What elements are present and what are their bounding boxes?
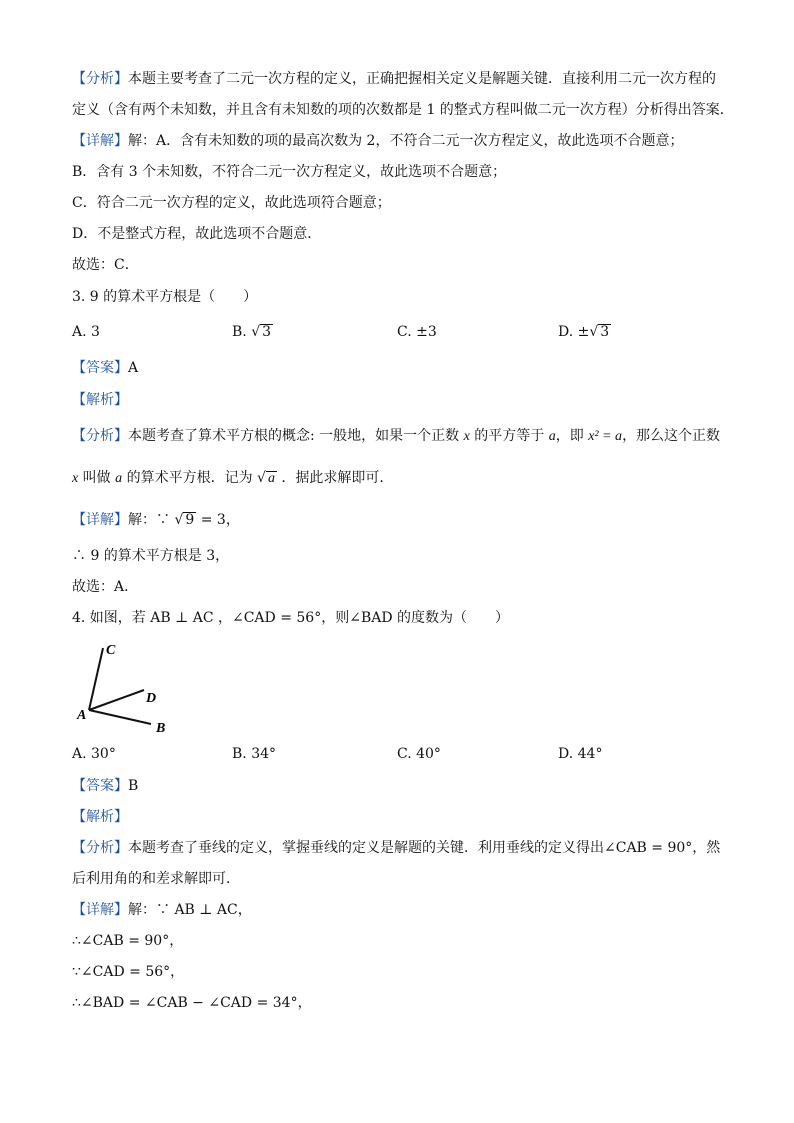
- radicand: 9: [185, 512, 195, 528]
- q3-jiexi-tag: 【解析】: [72, 392, 128, 408]
- analysis-tag: 【分析】: [72, 71, 128, 87]
- answer-tag: 【答案】: [72, 778, 128, 794]
- radicand: a: [267, 471, 275, 486]
- q2-detail-line-1: 【详解】解：A．含有未知数的项的最高次数为 2，不符合二元一次方程定义，故此选项不合题意；: [72, 133, 684, 149]
- radicand: 3: [600, 324, 610, 340]
- q3-answer-line: [72, 359, 138, 377]
- q4-jiexi-tag: 【解析】: [72, 809, 128, 825]
- angle-figure: [72, 636, 182, 736]
- q2-choose: 故选：C．: [72, 257, 139, 273]
- label-d: D: [146, 691, 157, 706]
- q3-detail-line-1: 【详解】解：∵ √ 9 = 3，: [72, 512, 240, 528]
- q2-detail-line-3: C．符合二元一次方程的定义，故此选项符合题意；: [72, 195, 391, 211]
- label-c: C: [106, 643, 116, 658]
- q4-option-a: A. 30°: [72, 746, 116, 762]
- q4-detail-line-3: ∵∠CAD = 56°，: [72, 964, 185, 980]
- q3-stem: 3. 9 的算术平方根是（ ）: [72, 289, 258, 305]
- q3-option-d: D. ±√ 3: [558, 324, 610, 340]
- detail-tag: 【详解】: [72, 902, 128, 918]
- label-a: A: [77, 708, 87, 723]
- q4-analysis-line-2: 后利用角的和差求解即可．: [72, 871, 240, 887]
- answer-tag: 【答案】: [72, 360, 128, 376]
- q3-option-b: B. √ 3: [232, 324, 272, 340]
- q3-option-a: A. 3: [72, 324, 100, 340]
- q3-analysis-line-1: 【分析】本题考查了算术平方根的概念: 一般地，如果一个正数 x 的平方等于 a，即 x² = a，那么这个正数: [72, 428, 721, 444]
- ray-ac: [89, 648, 103, 710]
- q4-answer-line: [72, 777, 138, 795]
- label-b: B: [156, 721, 166, 736]
- equation: x² = a: [588, 429, 623, 444]
- q4-detail-line-4: ∴∠BAD = ∠CAB − ∠CAD = 34°，: [72, 995, 312, 1011]
- answer: A: [128, 360, 139, 376]
- radicand: 3: [262, 324, 272, 340]
- detail-tag: 【详解】: [72, 512, 128, 528]
- q4-analysis-line-1: 【分析】本题考查了垂线的定义，掌握垂线的定义是解题的关键．利用垂线的定义得出∠CAB = 90°，然: [72, 840, 721, 856]
- ray-ad: [89, 690, 144, 710]
- q3-detail-line-2: ∴ 9 的算术平方根是 3，: [72, 548, 230, 564]
- q4-detail-line-2: ∴∠CAB = 90°，: [72, 933, 184, 949]
- q2-detail-line-4: D．不是整式方程，故此选项不合题意．: [72, 226, 322, 242]
- q4-option-c: C. 40°: [397, 746, 441, 762]
- analysis-tag: 【分析】: [72, 428, 128, 444]
- analysis-tag: 【分析】: [72, 840, 128, 856]
- q4-option-b: B. 34°: [232, 746, 277, 762]
- q4-stem: 4. 如图，若 AB ⊥ AC ，∠CAD = 56°，则∠BAD 的度数为（ ）: [72, 610, 510, 626]
- q3-choose: 故选：A．: [72, 579, 139, 595]
- q3-analysis-line-2: x 叫做 a 的算术平方根．记为 √ a ．据此求解即可．: [72, 470, 394, 486]
- q2-analysis-line-2: 定义（含有两个未知数，并且含有未知数的项的次数都是 1 的整式方程叫做二元一次方程）分析得出答案．: [72, 102, 734, 118]
- ray-ab: [89, 710, 151, 724]
- q4-option-d: D. 44°: [558, 746, 603, 762]
- q3-option-c: C. ±3: [397, 324, 437, 340]
- q2-detail-line-2: B．含有 3 个未知数，不符合二元一次方程定义，故此选项不合题意；: [72, 164, 507, 180]
- detail-tag: 【详解】: [72, 133, 128, 149]
- answer: B: [128, 778, 139, 794]
- q2-analysis-line-1: 【分析】本题主要考查了二元一次方程的定义，正确把握相关定义是解题关键．直接利用二元一次方程的: [72, 71, 716, 87]
- q4-detail-line-1: 【详解】解：∵ AB ⊥ AC，: [72, 902, 252, 918]
